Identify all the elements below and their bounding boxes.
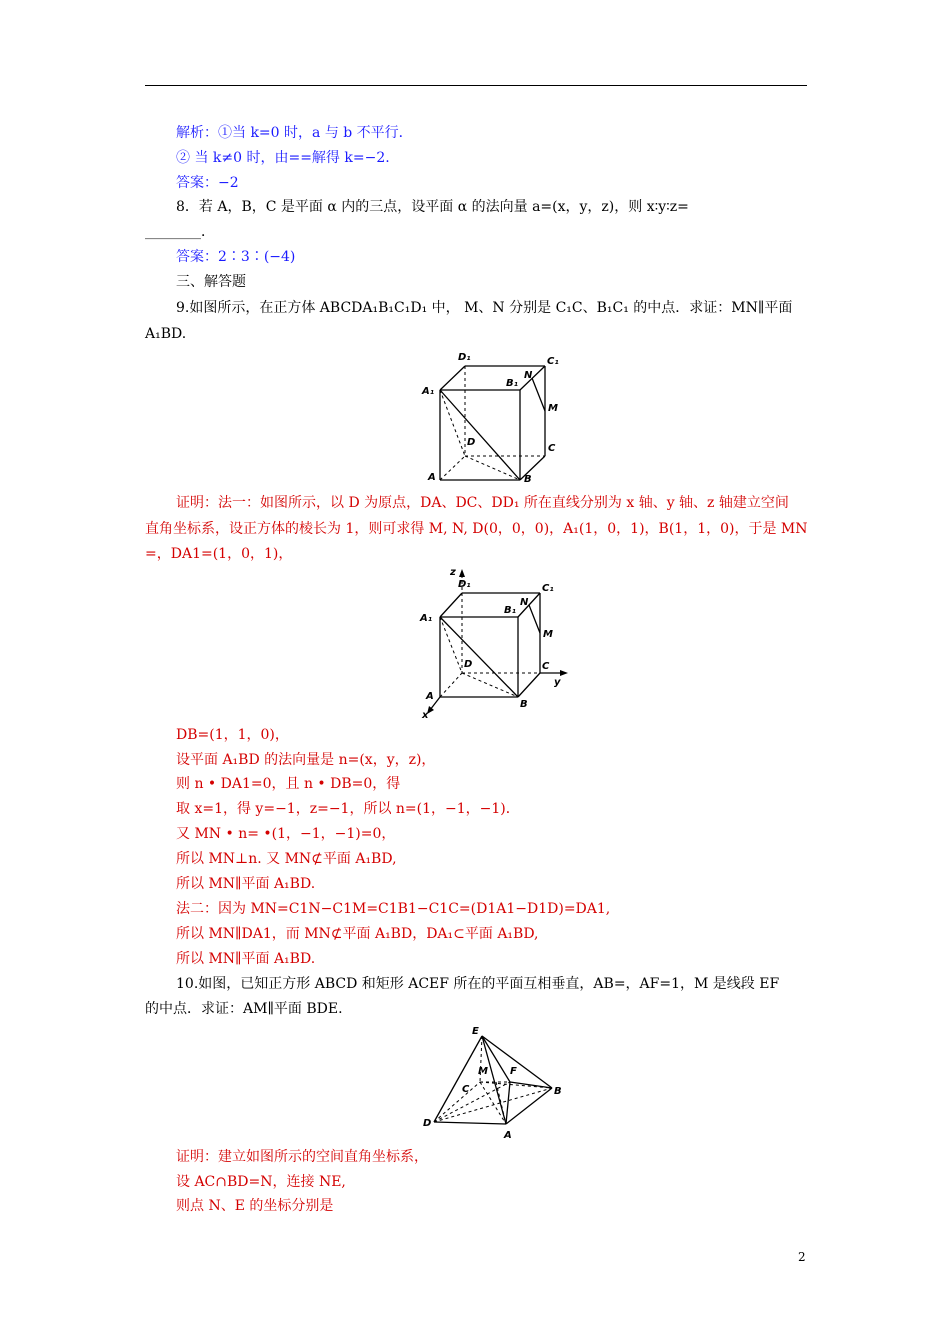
fig2-label-D: D — [464, 659, 473, 670]
fig1-label-D: D — [467, 437, 476, 448]
fig2-label-z: z — [450, 567, 456, 578]
fig3-label-B: B — [554, 1086, 562, 1097]
cube-figure-2 — [418, 565, 573, 720]
fig1-label-C: C — [548, 443, 556, 454]
fig2-label-M: M — [543, 629, 553, 640]
proof-9-method2-line-3: 所以 MN∥平面 A₁BD. — [176, 951, 316, 967]
fig2-label-A1: A₁ — [420, 613, 433, 624]
page-number: 2 — [798, 1250, 806, 1264]
fig3-label-E: E — [472, 1026, 479, 1037]
proof-9-method2-line-1: 法二：因为 MN=C1N−C1M=C1B1−C1C=(D1A1−D1D)=DA1, — [176, 901, 611, 917]
fig1-label-N: N — [524, 370, 533, 381]
proof-9-line-10: 所以 MN∥平面 A₁BD. — [176, 876, 316, 892]
fig2-label-x: x — [422, 710, 429, 720]
fig3-label-F: F — [510, 1066, 517, 1077]
fig2-label-C: C — [542, 661, 550, 672]
question-10-cont: 的中点．求证：AM∥平面 BDE. — [145, 1001, 343, 1017]
fig3-label-D: D — [423, 1118, 432, 1129]
fig2-label-B1: B₁ — [504, 605, 517, 616]
fig2-label-N: N — [520, 597, 529, 608]
proof-9-line-1: 证明：法一：如图所示，以 D 为原点，DA、DC、DD₁ 所在直线分别为 x 轴、y 轴、z 轴建立空间 — [176, 495, 789, 511]
fig2-label-A: A — [426, 691, 434, 702]
proof-9-line-4: DB=(1，1，0)， — [176, 727, 289, 743]
fig1-label-M: M — [548, 403, 558, 414]
question-8-blank: ________． — [145, 224, 215, 240]
fig1-label-A1: A₁ — [422, 386, 435, 397]
analysis-line-2: ② 当 k≠0 时，由==解得 k=−2. — [176, 150, 390, 166]
cube-figure-1 — [420, 348, 570, 488]
proof-10-line-2: 设 AC∩BD=N，连接 NE, — [176, 1174, 346, 1190]
fig3-label-A: A — [504, 1130, 512, 1141]
proof-9-line-5: 设平面 A₁BD 的法向量是 n=(x，y，z)， — [176, 752, 436, 768]
proof-10-line-3: 则点 N、E 的坐标分别是 — [176, 1198, 334, 1214]
fig1-label-B: B — [524, 474, 532, 485]
question-9-cont: A₁BD. — [145, 326, 187, 342]
question-10: 10.如图，已知正方形 ABCD 和矩形 ACEF 所在的平面互相垂直，AB=，AF=1，M 是线段 EF — [176, 976, 780, 992]
fig2-label-B: B — [520, 699, 528, 710]
proof-9-method2-line-2: 所以 MN∥DA1，而 MN⊄平面 A₁BD，DA₁⊂平面 A₁BD, — [176, 926, 539, 942]
fig3-label-C: C — [462, 1084, 470, 1095]
question-9: 9.如图所示，在正方体 ABCDA₁B₁C₁D₁ 中， M、N 分别是 C₁C、B₁C₁ 的中点．求证：MN∥平面 — [176, 300, 793, 316]
answer-7: 答案：−2 — [176, 175, 239, 191]
question-8: 8．若 A，B，C 是平面 α 内的三点，设平面 α 的法向量 a=(x，y，z)，则 x∶y∶z= — [176, 199, 689, 215]
pyramid-figure — [420, 1022, 565, 1142]
fig2-label-D1: D₁ — [458, 579, 471, 590]
header-rule — [145, 85, 807, 86]
proof-9-line-6: 则 n • DA1=0，且 n • DB=0，得 — [176, 776, 401, 792]
proof-10-line-1: 证明：建立如图所示的空间直角坐标系， — [176, 1149, 428, 1165]
answer-8: 答案：2∶3∶(−4) — [176, 249, 296, 265]
fig3-label-M: M — [478, 1066, 488, 1077]
fig1-label-B1: B₁ — [506, 378, 519, 389]
proof-9-line-9: 所以 MN⊥n. 又 MN⊄平面 A₁BD, — [176, 851, 397, 867]
fig1-label-A: A — [428, 472, 436, 483]
proof-9-line-7: 取 x=1，得 y=−1，z=−1，所以 n=(1，−1，−1)． — [176, 801, 520, 817]
fig2-label-y: y — [554, 677, 561, 688]
proof-9-line-2: 直角坐标系，设正方体的棱长为 1，则可求得 M, N, D(0，0，0)，A₁(1，0，1)，B(1，1，0)，于是 MN — [145, 521, 808, 537]
section-heading: 三、解答题 — [176, 274, 246, 290]
fig1-label-C1: C₁ — [547, 356, 559, 367]
analysis-line-1: 解析：①当 k=0 时，a 与 b 不平行． — [176, 125, 413, 141]
fig2-label-C1: C₁ — [542, 583, 554, 594]
proof-9-line-3: =，DA1=(1，0，1)， — [145, 546, 293, 562]
fig1-label-D1: D₁ — [458, 352, 471, 363]
proof-9-line-8: 又 MN • n= •(1，−1，−1)=0， — [176, 826, 396, 842]
